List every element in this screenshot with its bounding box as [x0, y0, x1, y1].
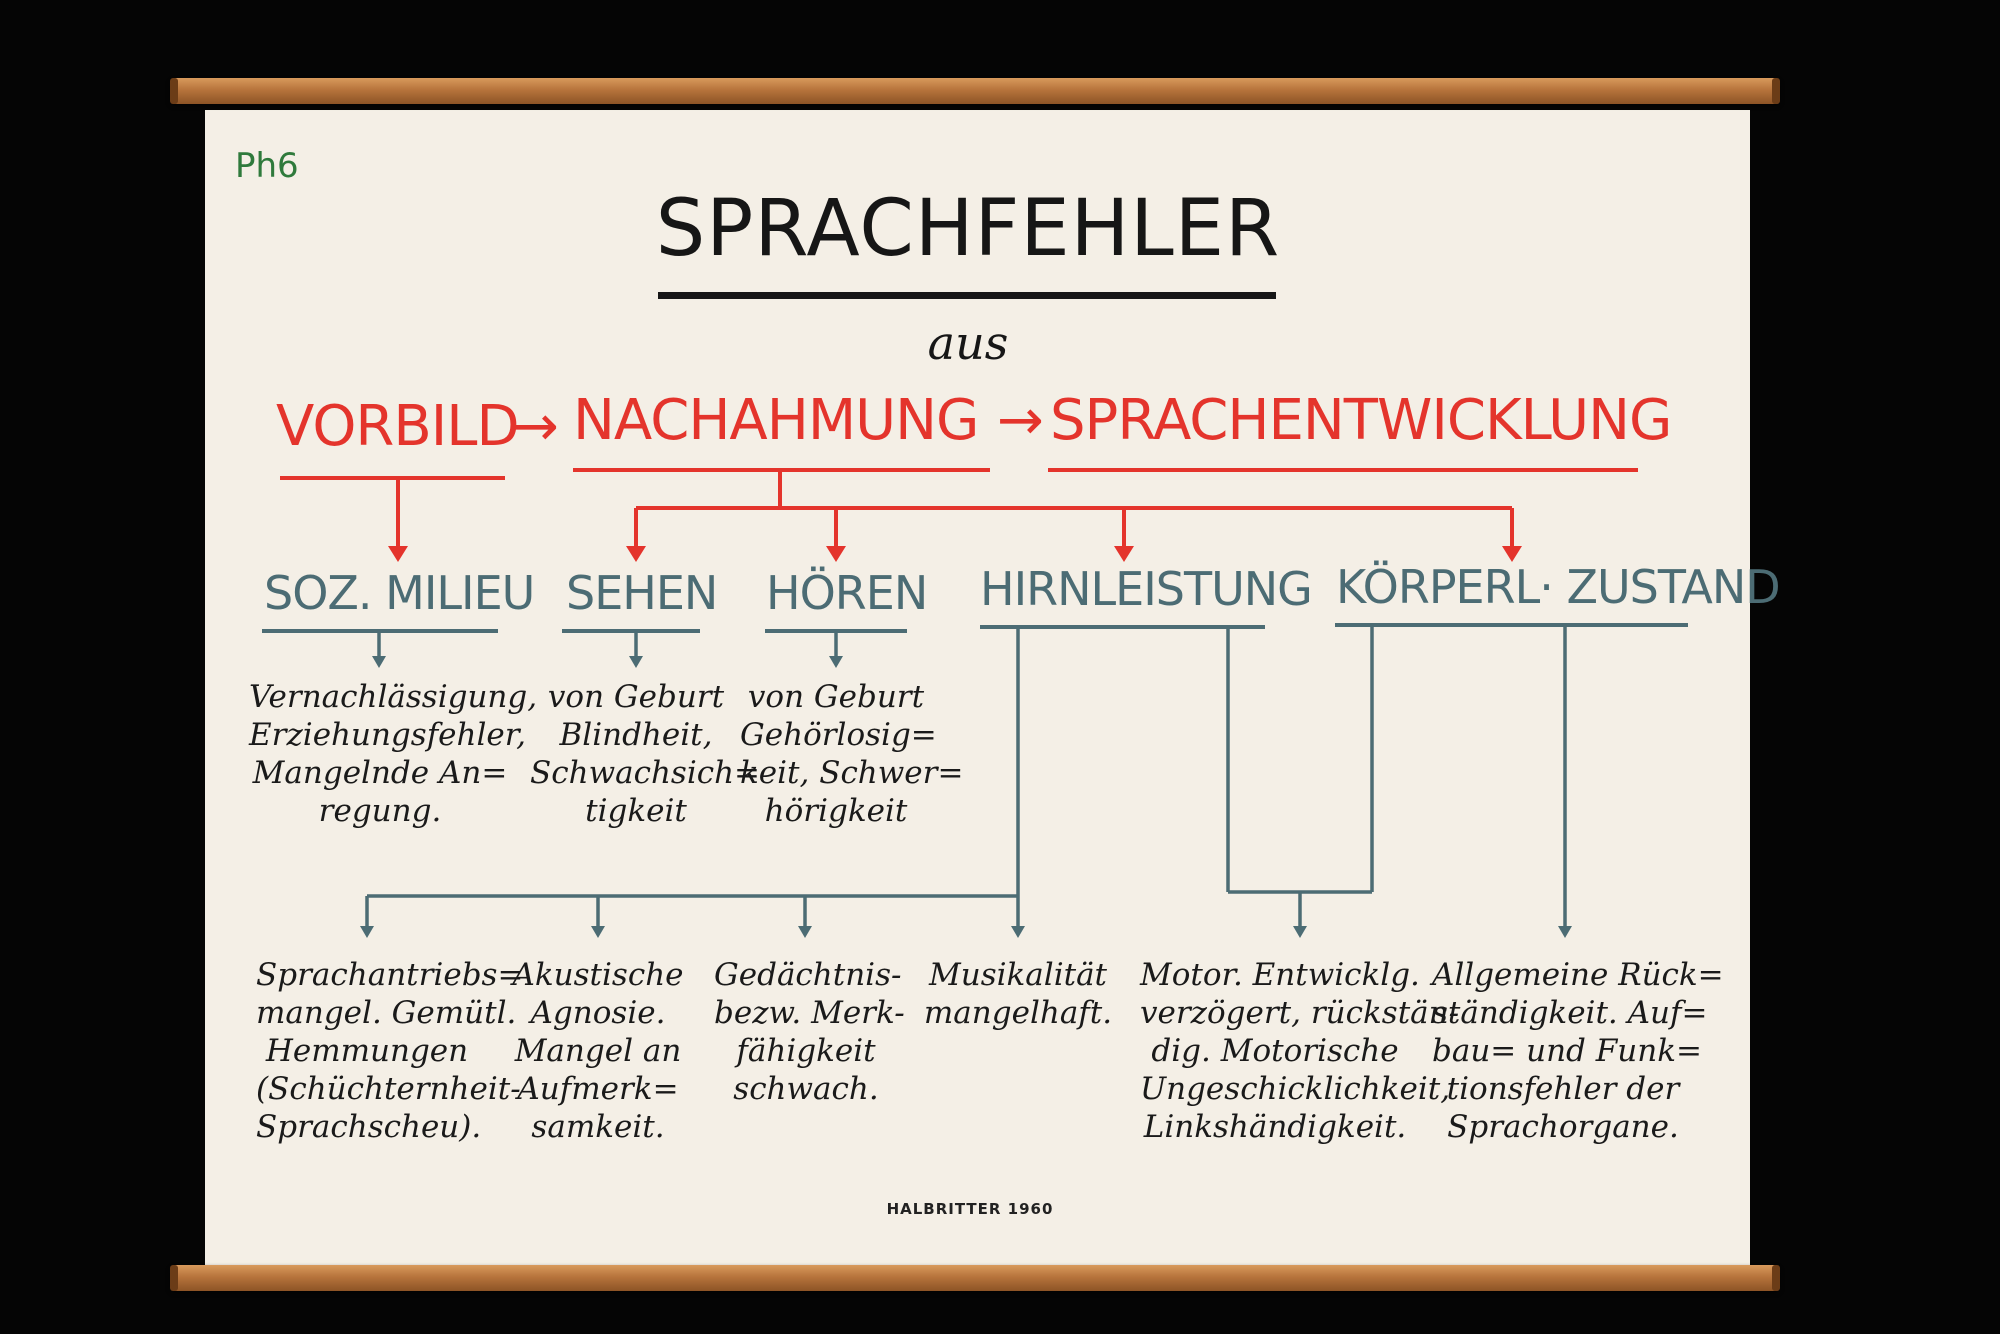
- note-line: Ungeschicklichkeit,: [1140, 1071, 1451, 1107]
- note-line: Hemmungen: [265, 1033, 469, 1069]
- red-connectors: [398, 470, 1512, 552]
- category-soz-milieu: SOZ. MILIEU: [264, 566, 535, 620]
- note-line: bau= und Funk=: [1432, 1033, 1702, 1069]
- note-line: Gedächtnis-: [714, 957, 902, 993]
- subtitle-aus: aus: [927, 316, 1009, 370]
- category-koerperl-zustand: KÖRPERL· ZUSTAND: [1336, 560, 1780, 614]
- note-line: tigkeit: [585, 793, 687, 829]
- note-allgemeine-rueckstaendigkeit: [1432, 956, 1724, 1146]
- note-line: fähigkeit: [736, 1033, 876, 1069]
- note-line: Erziehungsfehler,: [249, 717, 527, 753]
- note-line: Sprachscheu).: [256, 1109, 482, 1145]
- slate-underlines: [262, 625, 1688, 631]
- note-line: Vernachlässigung,: [249, 679, 538, 715]
- note-line: schwach.: [733, 1071, 879, 1107]
- label-nachahmung: NACHAHMUNG: [573, 388, 979, 453]
- label-vorbild: VORBILD: [276, 394, 519, 459]
- signature: HALBRITTER 1960: [886, 1200, 1054, 1218]
- note-line: tionsfehler der: [1446, 1071, 1680, 1107]
- note-line: mangel. Gemütl.: [256, 995, 517, 1031]
- category-sehen: SEHEN: [566, 566, 718, 620]
- note-motor-entwicklung: [1140, 956, 1460, 1146]
- note-line: (Schüchternheit-: [256, 1071, 521, 1107]
- note-line: ständigkeit. Auf=: [1432, 995, 1708, 1031]
- note-line: von Geburt: [747, 679, 925, 715]
- note-line: regung.: [318, 793, 442, 829]
- note-sprachantrieb: [256, 956, 524, 1146]
- note-musikalitaet: [918, 956, 1118, 1032]
- note-line: verzögert, rückstän-: [1140, 995, 1460, 1031]
- note-hoeren: [740, 678, 964, 830]
- note-line: dig. Motorische: [1151, 1033, 1399, 1069]
- chain-arrow-2: →: [997, 388, 1043, 453]
- category-hoeren: HÖREN: [766, 566, 928, 620]
- catalog-code: Ph6: [235, 146, 299, 186]
- note-line: hörigkeit: [764, 793, 908, 829]
- note-line: Sprachantriebs=: [256, 957, 524, 993]
- note-line: keit, Schwer=: [740, 755, 964, 791]
- note-line: mangelhaft.: [923, 995, 1113, 1031]
- note-line: Mangelnde An=: [252, 755, 508, 791]
- note-sehen: [530, 678, 761, 830]
- note-line: Allgemeine Rück=: [1432, 957, 1724, 993]
- note-line: Gehörlosig=: [740, 717, 937, 753]
- note-gedaechtnis: [714, 956, 905, 1108]
- chain-arrow-1: →: [512, 394, 558, 459]
- note-line: Sprachorgane.: [1447, 1109, 1679, 1145]
- note-line: Linkshändigkeit.: [1143, 1109, 1407, 1145]
- note-akustische-agnosie: [508, 956, 688, 1146]
- red-underlines: [280, 470, 1638, 478]
- note-line: von Geburt: [547, 679, 725, 715]
- label-sprachentwicklung: SPRACHENTWICKLUNG: [1050, 388, 1672, 453]
- note-line: Aufmerk=: [517, 1071, 679, 1107]
- category-hirnleistung: HIRNLEISTUNG: [980, 562, 1312, 616]
- note-line: Motor. Entwicklg.: [1140, 957, 1420, 993]
- note-line: Musikalität: [928, 957, 1108, 993]
- note-line: Schwachsich=: [530, 755, 761, 791]
- note-line: Agnosie.: [530, 995, 666, 1031]
- note-line: Blindheit,: [559, 717, 713, 753]
- note-milieu: [249, 678, 538, 830]
- page-title: SPRACHFEHLER: [655, 184, 1281, 274]
- note-line: samkeit.: [531, 1109, 665, 1145]
- note-line: bezw. Merk-: [714, 995, 905, 1031]
- note-line: Mangel an: [514, 1033, 682, 1069]
- title-underline: [658, 292, 1276, 299]
- note-line: Akustische: [512, 957, 684, 993]
